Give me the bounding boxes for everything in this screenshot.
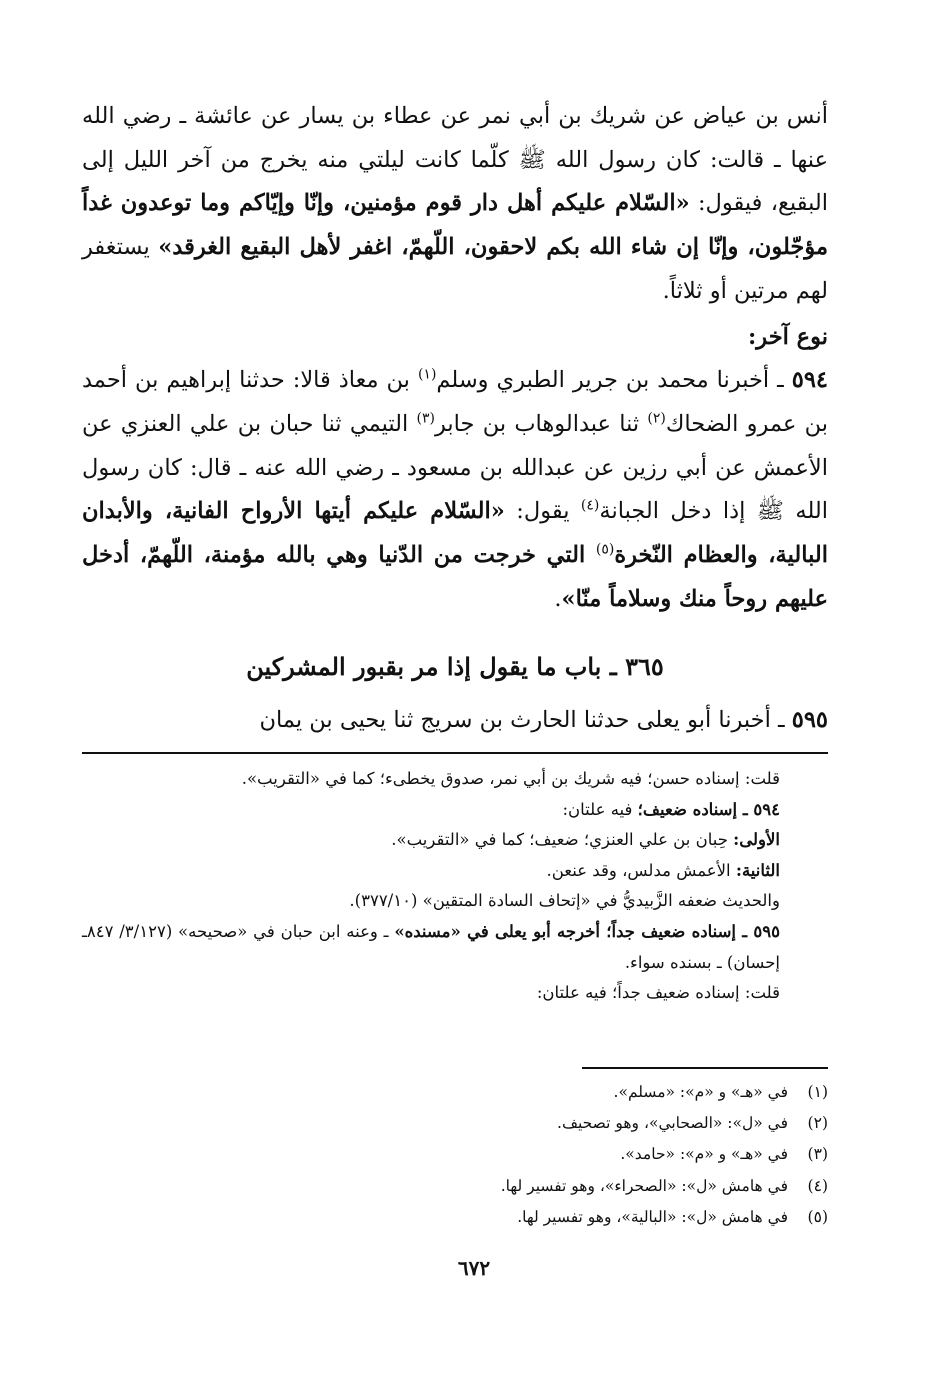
commentary <box>82 764 828 1009</box>
commentary-line <box>82 825 828 856</box>
text-run: أنس بن عياض عن شريك بن أبي نمر عن عطاء بن يسار عن عائشة ـ رضي الله عنها ـ قالت: كان رسول الله ﷺ كلّما كانت ليلتي منه يخرج من آخر الليل إلى البقيع، فيقول: <box>82 103 828 217</box>
text-run: الأعمش مدلس، وقد عنعن. <box>546 860 736 880</box>
footnote <box>82 1171 828 1202</box>
text-run: حِبان بن علي العنزي؛ ضعيف؛ كما في «التقريب». <box>391 830 734 850</box>
hadith-quote: «السّلام عليكم أيتها الأرواح الفانية، والأبدان البالية، والعظام النّخرة <box>82 498 828 569</box>
main-text <box>82 95 828 743</box>
text-run: بن معاذ قالا: حدثنا إبراهيم بن أحمد بن عمرو الضحاك <box>82 367 829 437</box>
hadith-quote: «السّلام عليكم أهل دار قوم مؤمنين، وإنّا وإيّاكم وما توعدون غداً مؤجّلون، وإنّا إن شاء الله بكم لاحقون، اللّهمّ، اغفر لأهل البقيع الغرقد» <box>82 190 828 261</box>
commentary-bold: الأولى: <box>733 830 780 850</box>
commentary-line <box>82 856 828 887</box>
footnote-divider <box>582 1067 828 1069</box>
text-run: ـ أخبرنا أبو يعلى حدثنا الحارث بن سريج ثنا يحيى بن يمان <box>259 707 792 734</box>
text-run: فيه علتان: <box>562 799 638 819</box>
subheading: نوع آخر: <box>747 323 828 350</box>
footnote <box>82 1202 828 1233</box>
text-run: يستغفر لهم مرتين أو ثلاثاً. <box>82 234 828 304</box>
footnote-text: في هامش «ل»: «الصحراء»، وهو تفسير لها. <box>500 1176 788 1195</box>
footnote-number: (٥) <box>807 1207 828 1226</box>
footnote-number: (٢) <box>807 1114 828 1133</box>
paragraph-594 <box>82 359 828 621</box>
footnote-ref: (٥) <box>595 541 615 558</box>
footnote-ref: (٣) <box>416 410 435 427</box>
footnote <box>82 1139 828 1170</box>
paragraph-595 <box>82 699 828 743</box>
commentary-line: قلت: إسناده حسن؛ فيه شريك بن أبي نمر، صدوق يخطىء؛ كما في «التقريب». <box>241 769 780 788</box>
footnote-text: في هامش «ل»: «البالية»، وهو تفسير لها. <box>517 1207 788 1226</box>
paragraph-1 <box>82 95 828 314</box>
commentary-line: والحديث ضعفه الزَّبيديُّ في «إتحاف السادة المتقين» (٣٧٧/١٠). <box>349 891 780 911</box>
footnote-ref: (١) <box>417 366 437 383</box>
text-run: ثنا عبدالوهاب بن جابر <box>435 410 648 437</box>
commentary-bold: ٥٩٤ ـ إسناده ضعيف؛ <box>637 799 780 819</box>
page-number: ٦٧٢ <box>457 1256 491 1280</box>
footnote-number: (٤) <box>807 1176 828 1195</box>
footnote-text: في «هـ» و «م»: «مسلم». <box>613 1083 788 1101</box>
commentary-line <box>82 795 828 826</box>
footnote-ref: (٤) <box>580 497 600 514</box>
footnote-number: (٣) <box>807 1145 828 1164</box>
commentary-line: قلت: إسناده ضعيف جداً؛ فيه علتان: <box>536 983 780 1003</box>
text-run: ـ أخبرنا محمد بن جرير الطبري وسلم <box>436 367 792 394</box>
hadith-quote: التي خرجت من الدّنيا وهي بالله مؤمنة، اللّهمّ، أدخل عليهم روحاً منك وسلاماً منّا» <box>82 542 828 612</box>
text-run: ـ وعنه ابن حبان في «صحيحه» (٣/١٢٧/ ٨٤٧ـ إحسان) ـ بسنده سواء. <box>82 921 780 972</box>
hadith-number: ٥٩٤ <box>791 367 828 394</box>
text-run: . <box>554 585 562 612</box>
text-run: التيمي ثنا حبان بن علي العنزي عن الأعمش عن أبي رزين عن عبدالله بن مسعود ـ رضي الله عنه ـ قال: كان رسول الله ﷺ إذا دخل الجبانة <box>82 410 829 525</box>
footnote <box>82 1108 828 1139</box>
hadith-number: ٥٩٥ <box>791 707 828 734</box>
text-run: يقول: <box>504 498 581 525</box>
footnote-text: في «هـ» و «م»: «حامد». <box>620 1145 788 1164</box>
commentary-line <box>82 917 828 978</box>
commentary-bold: ٥٩٥ ـ إسناده ضعيف جداً؛ أخرجه أبو يعلى في «مسنده» <box>394 921 781 941</box>
footnote-ref: (٢) <box>647 410 666 427</box>
commentary-bold: الثانية: <box>735 860 780 880</box>
divider <box>82 752 828 754</box>
footnote <box>82 1077 828 1108</box>
footnote-text: في «ل»: «الصحابي»، وهو تصحيف. <box>557 1114 788 1133</box>
footnotes <box>82 1077 828 1233</box>
chapter-heading: ٣٦٥ ـ باب ما يقول إذا مر بقبور المشركين <box>246 652 664 682</box>
footnote-number: (١) <box>807 1083 828 1101</box>
